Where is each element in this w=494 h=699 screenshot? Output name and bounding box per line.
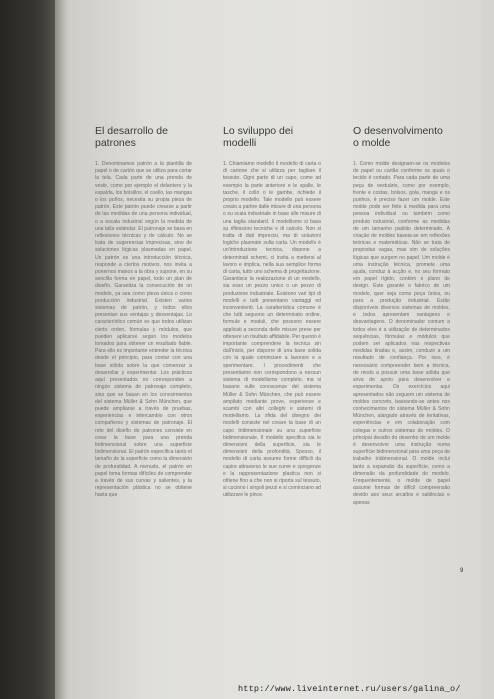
column-title: El desarrollo de patrones <box>95 125 168 149</box>
column-title: Lo sviluppo dei modelli <box>223 125 294 149</box>
column-body: 1. Chiamiamo modello il modello di carta o di cartone che si utilizza per tagliare il tessuto. Ogni parte di un capo, come ad esempio la parte anteriore e le spalle, le tasche, il collo o le gambe, richiede il proprio modello. Tale modello può essere creato a partire dalle misure di una persona o su scala industriale in base alle misure di una taglia standard. Il modellismo si basa su riflessioni tecniche e di calcolo. Non si tratta di dati imprecisi, ma di soluzioni logiche plasmate sulla carta. Un modello è un'introduzione tecnica, dispone a determinati schemi, ci invita a mettersi al lavoro e implica, nella sua semplice forma di carta, tutto uno schema di progettazione. Garantisce la realizzazione di un modello, sia esso un pezzo unico o un pezzo di produzione industriale. Esistono vari tipi di modelli e tutti presentano vantaggi ed inconvenienti. La caratteristica comune è che tutti seguono un determinato ordine, formule e moduli, che possono essere applicati a seconda delle misure prese per ottenere un risultato affidabile. Per questo è importante comprendere la tecnica sin dall'inizio, per disporre di una base solida con la quale cominciare a lavorare e a sperimentare. I procedimenti che presentiamo non corrispondono a nessun sistema di modellismo completo, ma si basano sulle conoscenze del sistema Müller & Sohn München, che può essere ampliato mediante prove, esperienze e scambi con altri colleghi e sistemi di modellismo. La sfida del disegno dei modelli consiste nel creare la base di un capo tridimensionale su una superficie bidimensionale. Il modello specifica sia le dimensioni della superficie, sia le dimensioni della profondità. Spesso, il modello di carta assume forme difficili da capire attraverso le sue curve e sporgenze e la rappresentazione plastica non si ottiene fino a che non si riporta sul tessuto, si cuciono i singoli pezzi e si cominciano ad utilizzare le pince. <box>223 161 322 499</box>
watermark-url: http://www.liveinternet.ru/users/galina_o/ <box>238 684 461 694</box>
column-title: O desenvolvimento o molde <box>353 125 443 149</box>
page-number: 9 <box>460 568 464 574</box>
column-body: 1. Como molde designam-se os modelos de papel ou cartão conforme os quais o tecido é cortado. Para cada parte de uma peça de vestuário, como por exemplo, frente e costas, bolsos, gola, manga e os punhos, é preciso fazer um molde. Este molde pode ser feito à medida para uma pessoa individual ou também como produto industrial, conforme as medidas de um tamanho padrão determinado. A criação de moldes baseia-se em reflexões teóricas e matemáticas. Não se trata de propostas vagas, mas sim de soluções lógicas que surgem no papel. Um molde é uma instrução técnica, promete uma ajuda, conduz à acção e, no seu formato em papel rígido, contém o plano de design. Este garante o fabrico de um modelo, quer seja como peça única, ou para a produção industrial. Estão disponíveis diversos sistemas de moldes, e todos apresentam vantagens e desvantagens. O denominador comum a todos eles é a utilização de determinados sequências, fórmulas e módulos que podem ser aplicados nas respectivas medidas tiradas e, assim, conduzir a um resultado de confiança. Por isso, é necessário compreender bem a técnica, de modo a possuir uma base sólida que sirva de apoio para desenvolver e experimentar. Os exercícios aqui apresentados não seguem um sistema de moldes concreto, baseando-se antes nos conhecimentos do sistema Müller & Sohn München, alargado através de tentativas, experiências e em colaboração com colegas e outros sistemas de moldes. O principal desafio do desenho de um molde é desenvolver uma instrução numa superfície bidimensional para uma peça de trabalho tridimensional. O molde inclui tanto a expansão da superfície, como a dimensão da profundidade do modelo. Frequentemente, o molde de papel assume formas de difícil compreensão devido aos seus arcaltos e saliências e apenas <box>353 161 450 506</box>
page-gutter <box>55 0 73 699</box>
column-portuguese <box>353 125 450 507</box>
book-spine-shadow <box>0 0 55 699</box>
column-spanish <box>95 125 192 500</box>
column-italian <box>223 125 321 500</box>
column-body: 1. Denominamos patrón a la plantilla de papel o de cartón que se utiliza para cortar la tela. Cada parte de una prenda de vestir, como por ejemplo el delantero y la espalda, los bolsillos, el cuello, las mangas o los puños, necesita su propia pieza de patrón. Este patrón puede crearse a partir de las medidas de una persona individual, o a escala industrial según la medida de una talla estándar. El patronaje se basa en reflexiones técnicas y de cálculo. No se trata de sugerencias imprecisas, sino de soluciones lógicas plasmadas en papel. Un patrón es una introducción técnica, responde a ciertos motivos, nos invita a ponernos manos a la obra y supone, en su sencilla forma en papel, todo un plan de diseño. Garantiza la consecución de un modelo, ya sea como pieza única o como producción industrial. Existen varios sistemas de patrón, y todos ellos presentan sus ventajas y desventajas. Lo característico común es que todos utilizan cierto orden, fórmulas y módulos, que pueden aplicarse según los modelos tomados para obtener un resultado fiable. Para ello es importante entender la técnica desde el principio, para contar con una base sólida sobre la que comenzar a desarrollar y experimentar. Los prácticos aquí presentados no corresponden a ningún sistema de patronaje completo, sino que se basan en los conocimientos del sistema Müller & Sohn München, que puede ampliarse a través de pruebas, experiencias e intercambio con otros compañeros y sistemas de patronaje. El reto del diseño de patrones consiste en crear la base para una prenda tridimensional sobre una superficie bidimensional. El patrón especifica tanto el tamaño de la superficie como la dimensión de profundidad. A menudo, el patrón en papel toma formas difíciles de comprender a través de sus curvas y salientes, y la representación plástica no se obtiene hasta que <box>95 161 192 499</box>
